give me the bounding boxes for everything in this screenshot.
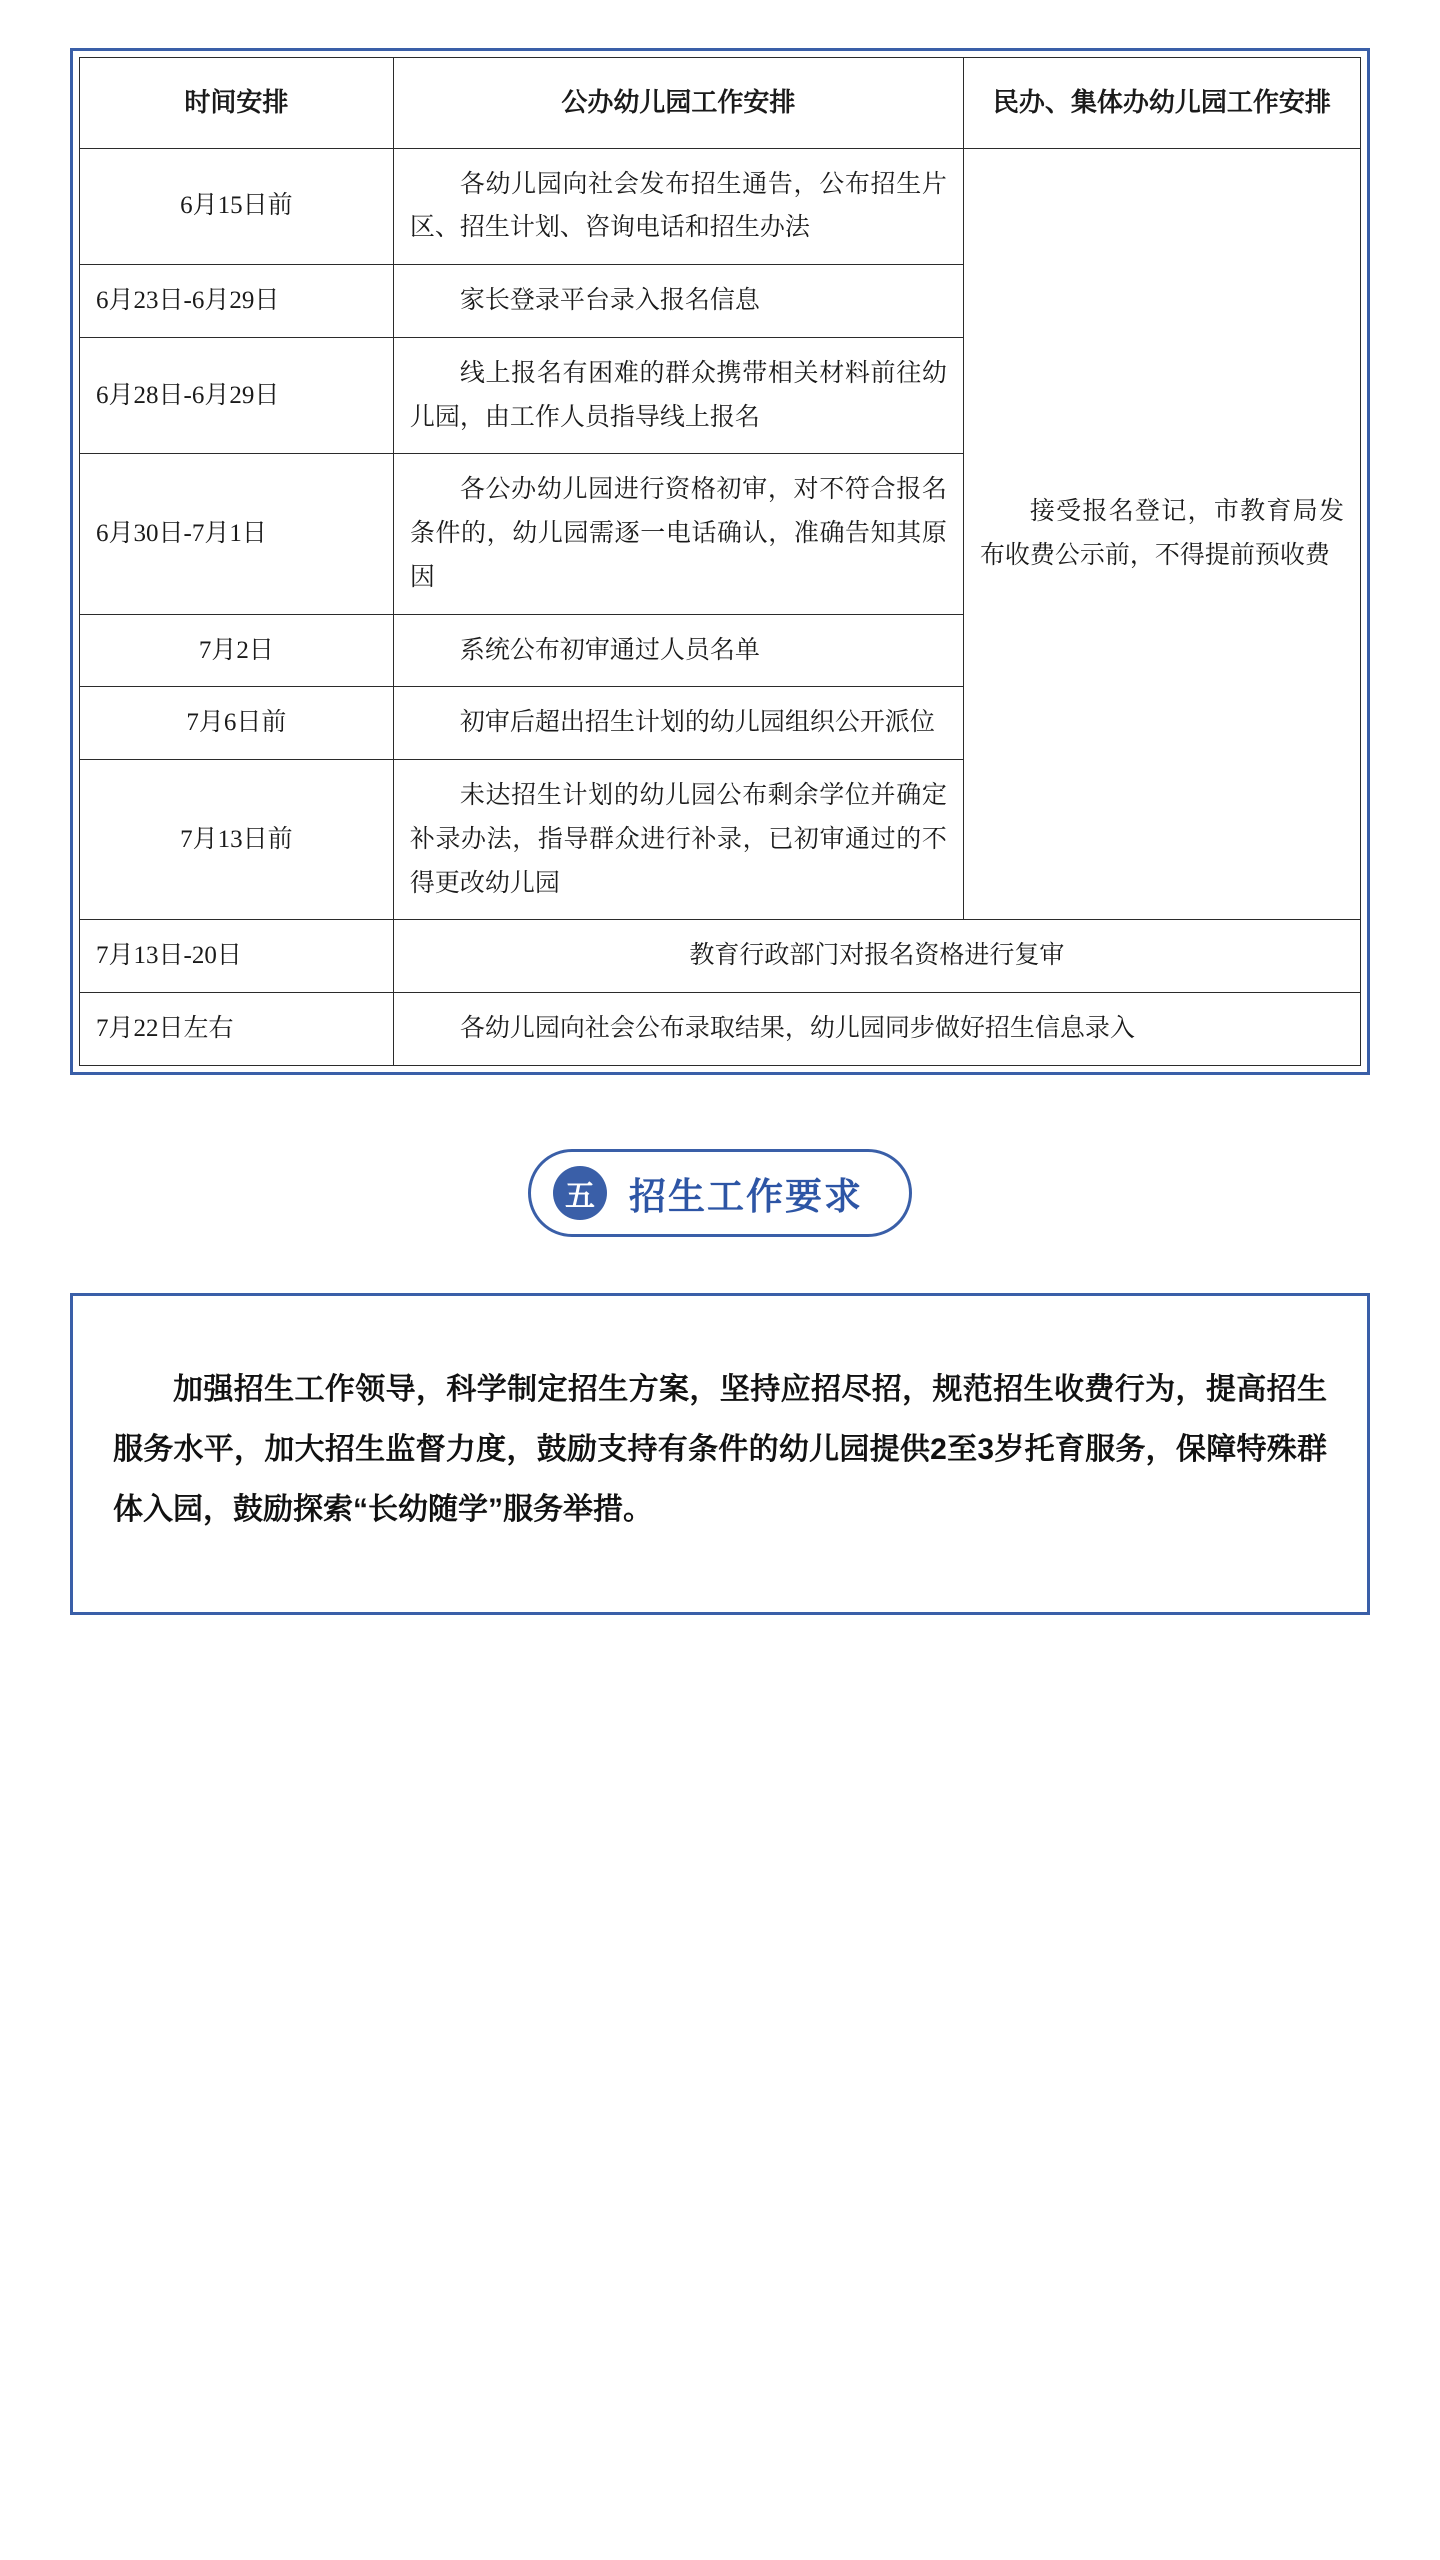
row-time: 7月13日前 bbox=[80, 760, 394, 920]
row-public: 系统公布初审通过人员名单 bbox=[393, 614, 963, 687]
row-public: 初审后超出招生计划的幼儿园组织公开派位 bbox=[393, 687, 963, 760]
row-public: 未达招生计划的幼儿园公布剩余学位并确定补录办法，指导群众进行补录，已初审通过的不得更改幼儿园 bbox=[393, 760, 963, 920]
table-row bbox=[80, 993, 1361, 1066]
row-time: 6月15日前 bbox=[80, 148, 394, 265]
row-time: 7月13日-20日 bbox=[80, 920, 394, 993]
row-public: 教育行政部门对报名资格进行复审 bbox=[393, 920, 1360, 993]
row-time: 6月28日-6月29日 bbox=[80, 337, 394, 454]
private-kindergarten-note: 接受报名登记，市教育局发布收费公示前，不得提前预收费 bbox=[963, 148, 1360, 920]
enrollment-schedule-table bbox=[79, 57, 1361, 1066]
row-time: 7月2日 bbox=[80, 614, 394, 687]
requirements-paragraph: 加强招生工作领导，科学制定招生方案，坚持应招尽招，规范招生收费行为，提高招生服务水平，加大招生监督力度，鼓励支持有条件的幼儿园提供2至3岁托育服务，保障特殊群体入园，鼓励探索“长幼随学”服务举措。 bbox=[113, 1372, 1327, 1526]
row-time: 6月23日-6月29日 bbox=[80, 265, 394, 338]
section-number-badge: 五 bbox=[553, 1166, 607, 1220]
table-row bbox=[80, 148, 1361, 265]
table-header-row bbox=[80, 58, 1361, 149]
row-public: 家长登录平台录入报名信息 bbox=[393, 265, 963, 338]
header-public: 公办幼儿园工作安排 bbox=[393, 58, 963, 149]
header-time: 时间安排 bbox=[80, 58, 394, 149]
row-public: 各幼儿园向社会发布招生通告，公布招生片区、招生计划、咨询电话和招生办法 bbox=[393, 148, 963, 265]
section-pill bbox=[528, 1149, 912, 1237]
row-public: 线上报名有困难的群众携带相关材料前往幼儿园，由工作人员指导线上报名 bbox=[393, 337, 963, 454]
row-public: 各公办幼儿园进行资格初审，对不符合报名条件的，幼儿园需逐一电话确认，准确告知其原因 bbox=[393, 454, 963, 614]
row-public: 各幼儿园向社会公布录取结果，幼儿园同步做好招生信息录入 bbox=[393, 993, 1360, 1066]
section-title: 招生工作要求 bbox=[629, 1175, 863, 1217]
row-time: 6月30日-7月1日 bbox=[80, 454, 394, 614]
header-private: 民办、集体办幼儿园工作安排 bbox=[963, 58, 1360, 149]
row-time: 7月22日左右 bbox=[80, 993, 394, 1066]
table-row bbox=[80, 920, 1361, 993]
requirements-box bbox=[70, 1293, 1370, 1615]
section-heading bbox=[70, 1149, 1370, 1237]
schedule-table-container bbox=[70, 48, 1370, 1075]
row-time: 7月6日前 bbox=[80, 687, 394, 760]
